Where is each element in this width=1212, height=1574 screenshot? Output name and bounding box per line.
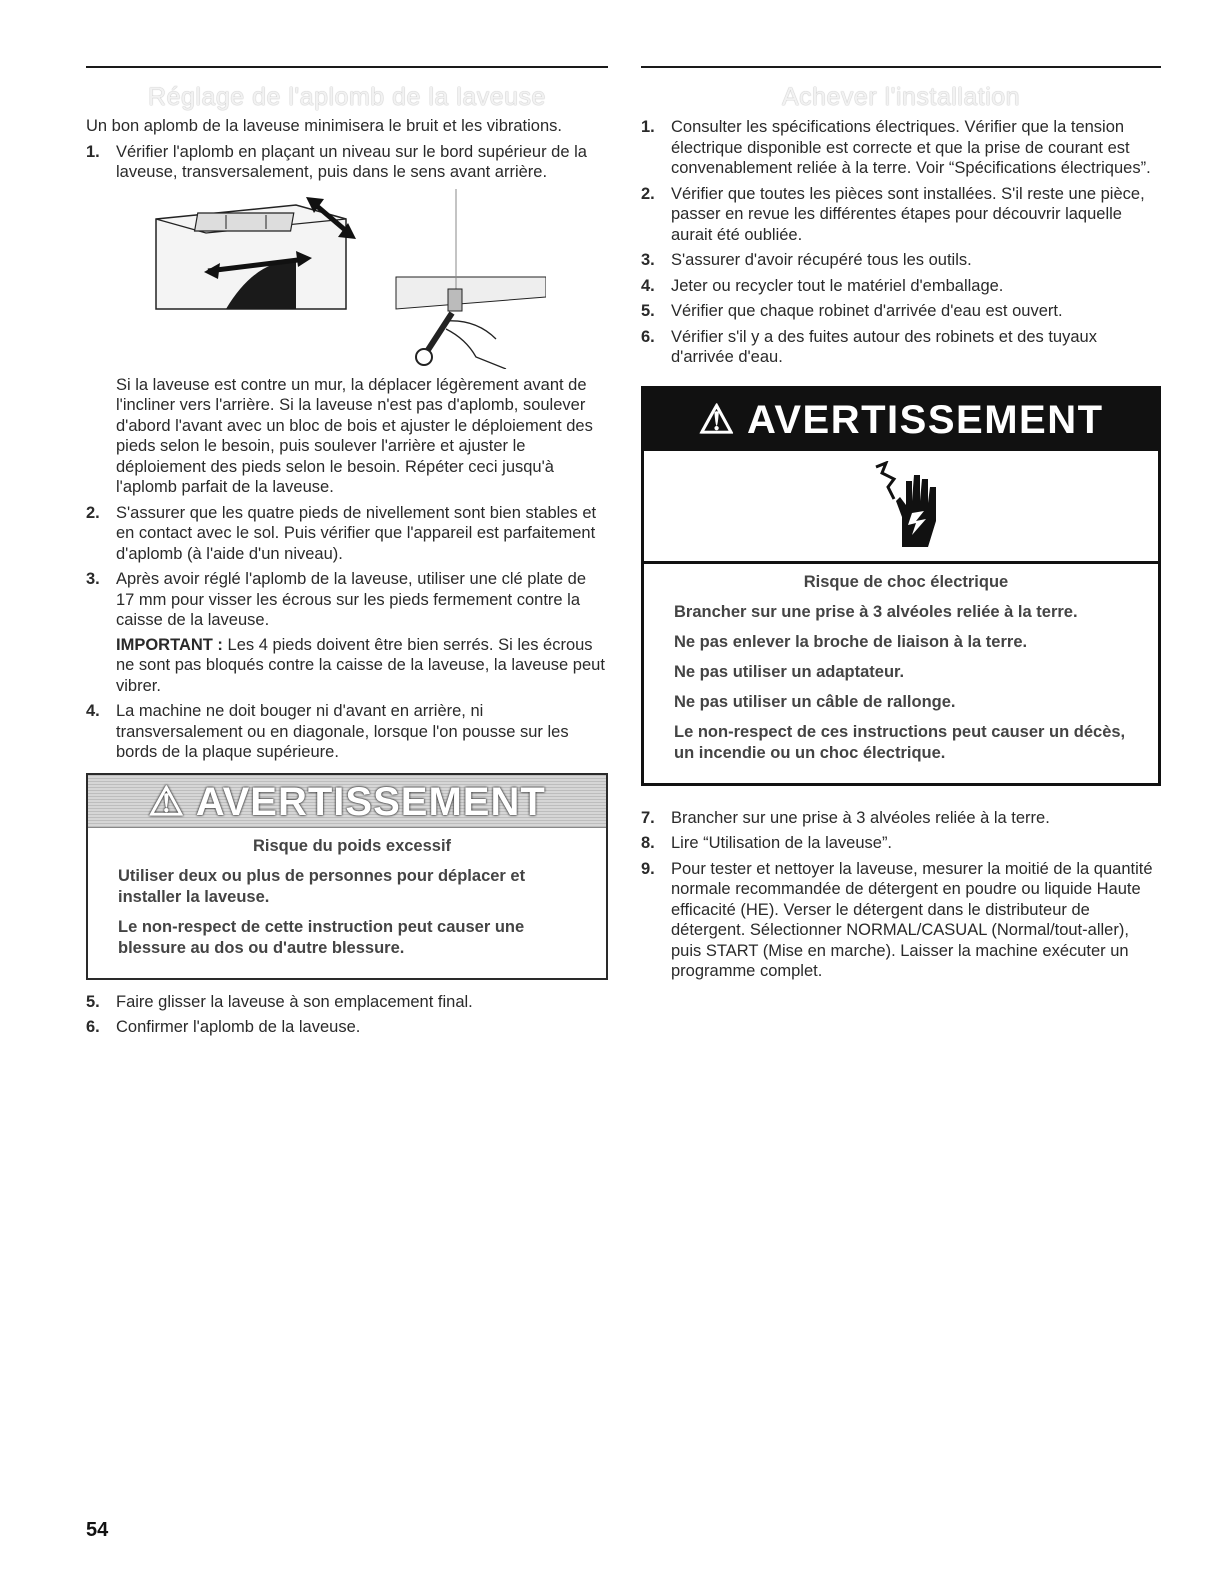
item-text: Confirmer l'aplomb de la laveuse. [116, 1018, 361, 1036]
list-item [641, 250, 1161, 271]
item-text: Faire glisser la laveuse à son emplacement final. [116, 992, 473, 1011]
item-number: 3. [86, 570, 100, 588]
warning-box-electric [641, 386, 1161, 786]
list-item [641, 327, 1161, 368]
warning-line: Ne pas enlever la broche de liaison à la terre. [674, 632, 1028, 651]
warning-triangle-icon: ⚠ [698, 397, 736, 442]
item-number: 1. [641, 118, 655, 136]
warning-line: Utiliser deux ou plus de personnes pour déplacer et installer la laveuse. [118, 866, 526, 906]
list-item [86, 142, 608, 183]
item-number: 1. [86, 142, 100, 161]
list-item [86, 701, 608, 763]
page-number: 54 [86, 1519, 109, 1541]
warning-line: Le non-respect de cette instruction peut causer une blessure au dos ou d'autre blessure. [118, 917, 525, 957]
list-item [641, 833, 1161, 854]
warning-line: Brancher sur une prise à 3 alvéoles reliée à la terre. [674, 602, 1078, 621]
warning-heading-text: AVERTISSEMENT [746, 397, 1104, 442]
item-text: S'assurer d'avoir récupéré tous les outils. [671, 251, 972, 269]
item-number: 3. [641, 251, 655, 269]
section-rule [641, 66, 1161, 68]
warning-risk: Risque de choc électrique [803, 572, 1009, 591]
list-item [641, 184, 1161, 246]
leveling-illustration [86, 189, 608, 369]
list-item [86, 992, 608, 1013]
item-number: 6. [641, 327, 655, 346]
important-text: Les 4 pieds doivent être bien serrés. Si les écrous ne sont pas bloqués contre la caisse de la laveuse, la laveuse peut vibrer. [116, 635, 605, 695]
item-number: 4. [641, 276, 655, 295]
list-item [641, 859, 1161, 982]
list-item [641, 301, 1161, 322]
item-text: S'assurer que les quatre pieds de nivellement sont bien stables et en contact avec le sol. Puis vérifier que l'appareil est parfaitement d'aplomb (à l'aide d'un niveau). [116, 503, 597, 563]
item-number: 6. [86, 1018, 100, 1036]
warning-triangle-icon: ⚠ [148, 779, 186, 824]
item-text: Vérifier l'aplomb en plaçant un niveau sur le bord supérieur de la laveuse, transversalement, puis dans le sens avant arrière. [116, 142, 587, 181]
right-column [641, 66, 1161, 982]
step-detail: Si la laveuse est contre un mur, la déplacer légèrement avant de l'incliner vers l'arrière. Si la laveuse n'est pas d'aplomb, soulever d'abord l'avant avec un bloc de bois et ajuster le déploiement des pieds selon le besoin, puis soulever l'arrière et ajuster le déploiement des pieds selon le besoin. Répéter ceci jusqu'à l'aplomb parfait de la laveuse. [116, 375, 593, 496]
item-number: 2. [641, 184, 655, 203]
item-text: Vérifier que toutes les pièces sont installées. S'il reste une pièce, passer en revue les différentes étapes pour découvrir laquelle aurait été oubliée. [671, 184, 1145, 244]
warning-body [644, 564, 1158, 783]
warning-heading [644, 397, 1158, 443]
item-text: Consulter les spécifications électriques. Vérifier que la tension électrique disponible est correcte et que la prise de courant est convenablement reliée à la terre. Voir “Spécifications électriques”. [671, 118, 1151, 177]
section-rule [86, 66, 608, 68]
electric-shock-icon [872, 461, 942, 551]
important-label: IMPORTANT : [116, 635, 223, 654]
warning-icon-area [644, 451, 1158, 564]
item-text: Jeter ou recycler tout le matériel d'emballage. [671, 276, 1004, 295]
list-item [86, 503, 608, 565]
intro-text: Un bon aplomb de la laveuse minimisera le bruit et les vibrations. [86, 117, 562, 135]
warning-line: Ne pas utiliser un adaptateur. [674, 662, 905, 681]
warning-heading [88, 779, 606, 825]
left-column [86, 66, 608, 1038]
list-item [641, 276, 1161, 297]
list-item [641, 117, 1161, 179]
warning-box-weight [86, 773, 608, 980]
item-text: Pour tester et nettoyer la laveuse, mesurer la moitié de la quantité normale recommandée de détergent en poudre ou liquide Haute efficacité (HE). Verser le détergent dans le distributeur de détergent. Sélectionner NORMAL/CASUAL (Normal/tout-aller), puis START (Mise en marche). Laisser la machine exécuter un programme complet. [671, 859, 1153, 980]
warning-risk: Risque du poids excessif [252, 836, 452, 855]
list-item [86, 569, 608, 631]
item-text: La machine ne doit bouger ni d'avant en arrière, ni transversalement ou en diagonale, lorsque l'on pousse sur les bords de la plaque supérieure. [116, 702, 569, 761]
section-title-leveling: Réglage de l'aplomb de la laveuse [148, 83, 546, 111]
important-note [86, 635, 608, 697]
warning-line: Le non-respect de ces instructions peut causer un décès, un incendie ou un choc électrique. [674, 722, 1126, 762]
washer-level-icon [146, 189, 546, 369]
item-text: Après avoir réglé l'aplomb de la laveuse, utiliser une clé plate de 17 mm pour visser les écrous sur les pieds fermement contre la caisse de la laveuse. [116, 570, 587, 629]
item-number: 7. [641, 808, 655, 827]
list-item [86, 1017, 608, 1038]
item-number: 4. [86, 702, 100, 720]
warning-header [644, 389, 1158, 451]
item-text: Vérifier s'il y a des fuites autour des robinets et des tuyaux d'arrivée d'eau. [671, 327, 1097, 366]
warning-body [88, 828, 606, 978]
list-item [641, 808, 1161, 829]
warning-heading-text: AVERTISSEMENT [195, 779, 546, 824]
item-text: Vérifier que chaque robinet d'arrivée d'eau est ouvert. [671, 302, 1063, 320]
warning-header [88, 775, 606, 828]
item-number: 8. [641, 834, 655, 852]
warning-line: Ne pas utiliser un câble de rallonge. [674, 692, 956, 711]
item-number: 5. [641, 302, 655, 320]
item-number: 2. [86, 503, 100, 522]
item-number: 9. [641, 859, 655, 878]
section-title-finish: Achever l'installation [781, 83, 1021, 111]
item-number: 5. [86, 992, 100, 1011]
item-text: Brancher sur une prise à 3 alvéoles reliée à la terre. [671, 808, 1050, 827]
item-text: Lire “Utilisation de la laveuse”. [671, 834, 893, 852]
